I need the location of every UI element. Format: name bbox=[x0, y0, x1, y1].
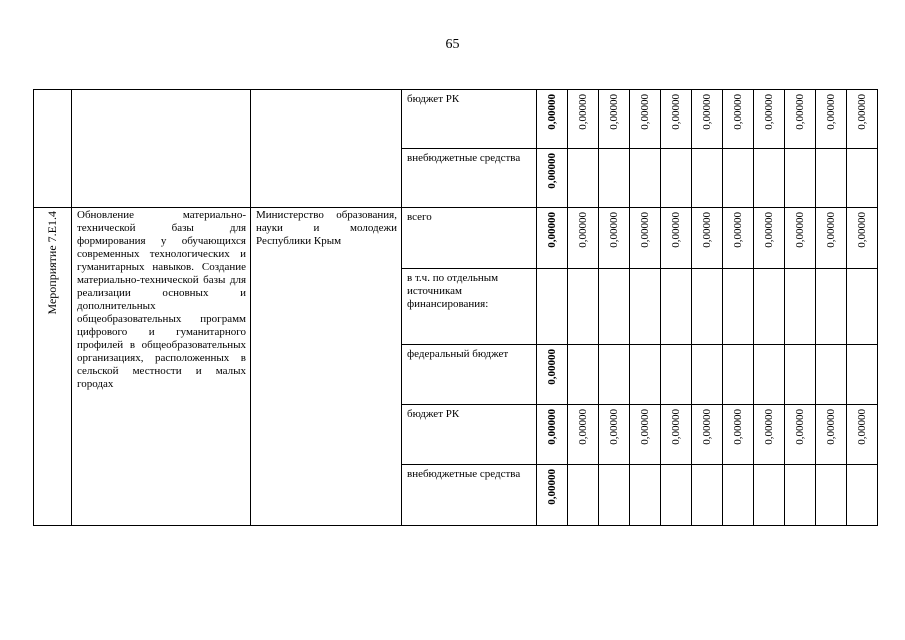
value: 0,00000 bbox=[700, 94, 713, 130]
value: 0,00000 bbox=[793, 409, 806, 445]
event-responsible: Министерство образования, науки и молодежи Республики Крым bbox=[251, 208, 402, 526]
empty-event-cell bbox=[34, 90, 72, 208]
event-description: Обновление материально-технической базы для формирования у обучающихся современных технологических и гуманитарных навыков. Создание материально-технической базы для реализации основных и дополнительных общеобразовательных программ цифрового и гуманитарного профилей в общеобразовательных организациях, расположенных в сельской местности и малых городах bbox=[72, 208, 251, 526]
value-cell bbox=[537, 405, 568, 465]
value-cell bbox=[692, 208, 723, 269]
table-row bbox=[34, 208, 878, 269]
source-label: всего bbox=[402, 208, 537, 269]
value-cell bbox=[630, 405, 661, 465]
value-cell bbox=[723, 90, 754, 149]
value-cell bbox=[630, 208, 661, 269]
value: 0,00000 bbox=[824, 94, 837, 130]
value-cell bbox=[661, 90, 692, 149]
value-cell bbox=[816, 405, 847, 465]
value: 0,00000 bbox=[762, 212, 775, 248]
value-cell bbox=[599, 208, 630, 269]
source-label: внебюджетные средства bbox=[402, 465, 537, 526]
value: 0,00000 bbox=[793, 212, 806, 248]
value-cell bbox=[661, 405, 692, 465]
financing-table bbox=[33, 89, 878, 526]
value: 0,00000 bbox=[731, 94, 744, 130]
value-cell bbox=[816, 90, 847, 149]
empty-description-cell bbox=[72, 90, 251, 208]
value-total: 0,00000 bbox=[545, 94, 558, 130]
value: 0,00000 bbox=[700, 409, 713, 445]
value: 0,00000 bbox=[669, 409, 682, 445]
value: 0,00000 bbox=[638, 409, 651, 445]
value-cell bbox=[630, 90, 661, 149]
value-cell bbox=[599, 90, 630, 149]
page-number: 65 bbox=[445, 37, 460, 52]
value-total: 0,00000 bbox=[545, 349, 558, 385]
value-total: 0,00000 bbox=[545, 469, 558, 505]
value: 0,00000 bbox=[700, 212, 713, 248]
value: 0,00000 bbox=[855, 94, 868, 130]
value-cell bbox=[847, 405, 878, 465]
value-cell bbox=[599, 405, 630, 465]
table-row bbox=[34, 90, 878, 149]
value-cell bbox=[785, 90, 816, 149]
value-cell bbox=[537, 208, 568, 269]
source-label: в т.ч. по отдельным источникам финансирования: bbox=[402, 269, 537, 345]
value-cell bbox=[568, 405, 599, 465]
value-cell bbox=[754, 208, 785, 269]
source-label: бюджет РК bbox=[402, 405, 537, 465]
value: 0,00000 bbox=[607, 212, 620, 248]
value: 0,00000 bbox=[762, 409, 775, 445]
value: 0,00000 bbox=[855, 409, 868, 445]
value: 0,00000 bbox=[638, 94, 651, 130]
event-code: Мероприятие 7.Е1.4 bbox=[45, 211, 59, 315]
value-cell bbox=[816, 208, 847, 269]
value: 0,00000 bbox=[824, 212, 837, 248]
value: 0,00000 bbox=[669, 94, 682, 130]
value-cell bbox=[754, 90, 785, 149]
value-cell bbox=[537, 149, 568, 208]
value-cell bbox=[537, 465, 568, 526]
value: 0,00000 bbox=[824, 409, 837, 445]
value: 0,00000 bbox=[669, 212, 682, 248]
value-cell bbox=[847, 90, 878, 149]
value: 0,00000 bbox=[576, 212, 589, 248]
value: 0,00000 bbox=[607, 94, 620, 130]
source-label: федеральный бюджет bbox=[402, 345, 537, 405]
source-label: внебюджетные средства bbox=[402, 149, 537, 208]
value-total: 0,00000 bbox=[545, 212, 558, 248]
value-cell bbox=[661, 208, 692, 269]
value-cell bbox=[785, 208, 816, 269]
value: 0,00000 bbox=[762, 94, 775, 130]
value: 0,00000 bbox=[793, 94, 806, 130]
event-code-cell bbox=[34, 208, 72, 526]
value: 0,00000 bbox=[731, 212, 744, 248]
value-cell bbox=[537, 345, 568, 405]
value: 0,00000 bbox=[607, 409, 620, 445]
value-cell bbox=[847, 208, 878, 269]
value: 0,00000 bbox=[576, 409, 589, 445]
value-total: 0,00000 bbox=[545, 153, 558, 189]
value-cell bbox=[568, 90, 599, 149]
value: 0,00000 bbox=[576, 94, 589, 130]
value-cell bbox=[568, 208, 599, 269]
value-cell bbox=[692, 90, 723, 149]
value-cell bbox=[754, 405, 785, 465]
value-cell bbox=[723, 208, 754, 269]
value: 0,00000 bbox=[731, 409, 744, 445]
value: 0,00000 bbox=[855, 212, 868, 248]
value-cell bbox=[692, 405, 723, 465]
empty-responsible-cell bbox=[251, 90, 402, 208]
value-cell bbox=[537, 90, 568, 149]
value-total: 0,00000 bbox=[545, 409, 558, 445]
value-cell bbox=[723, 405, 754, 465]
source-label: бюджет РК bbox=[402, 90, 537, 149]
value-cell bbox=[785, 405, 816, 465]
value: 0,00000 bbox=[638, 212, 651, 248]
